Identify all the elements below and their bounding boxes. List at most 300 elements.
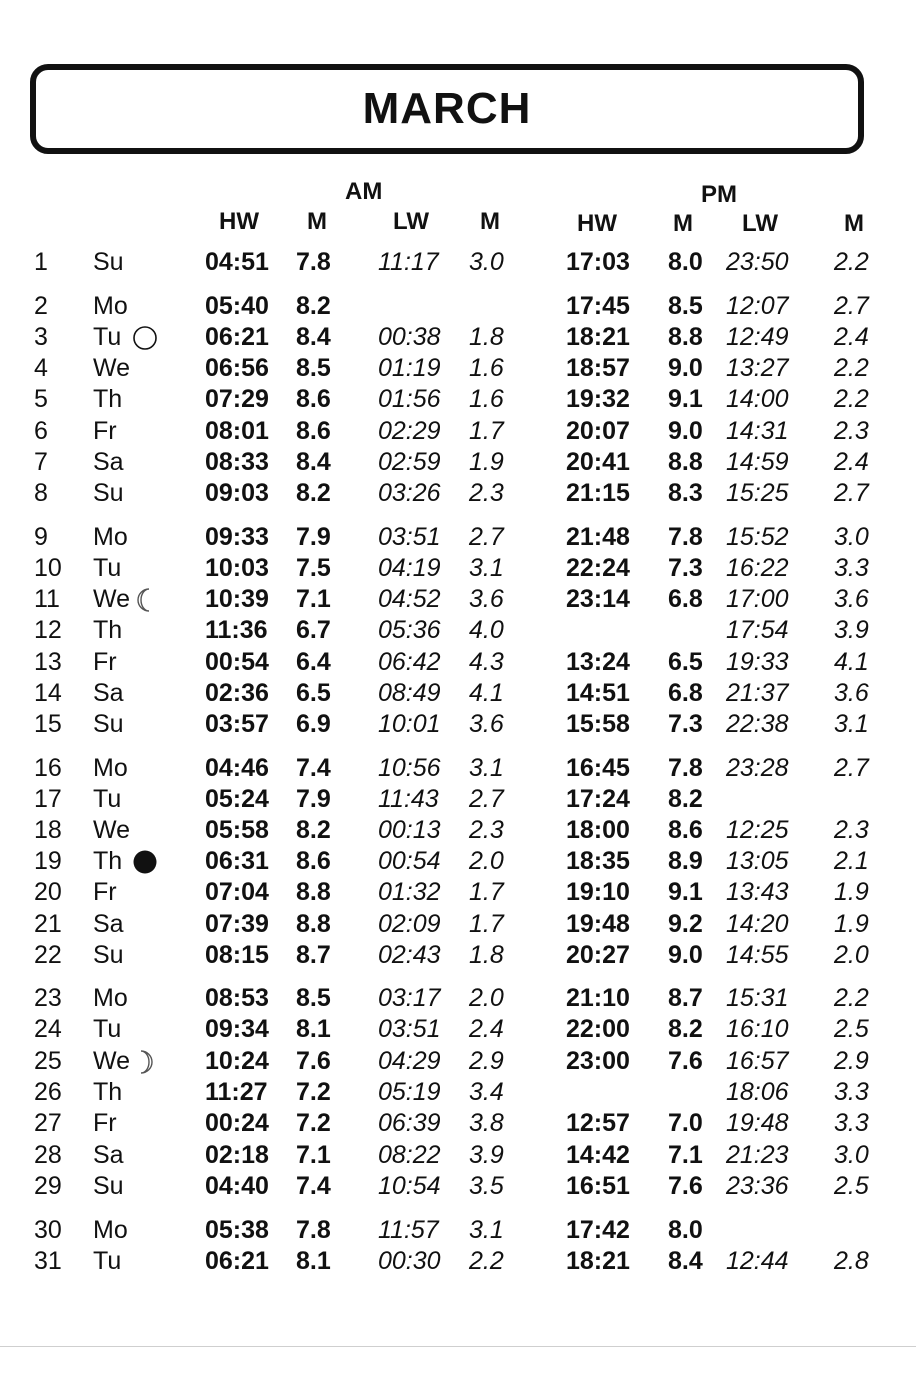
am-high-water-time: 07:39	[205, 910, 269, 938]
am-high-water-time: 05:58	[205, 816, 269, 844]
pm-high-water-time: 17:03	[566, 248, 630, 276]
am-high-water-height: 8.8	[296, 878, 331, 906]
am-high-water-time: 11:36	[205, 616, 268, 644]
day-number: 10	[34, 554, 62, 582]
am-low-water-time: 02:43	[378, 941, 441, 969]
am-low-water-time: 01:19	[378, 354, 441, 382]
am-high-water-height: 8.6	[296, 847, 331, 875]
weekday: Tu	[93, 554, 122, 582]
pm-high-water-time: 19:32	[566, 385, 630, 413]
weekday: Mo	[93, 984, 128, 1012]
pm-low-water-height: 2.8	[834, 1247, 869, 1275]
pm-high-water-time: 20:27	[566, 941, 630, 969]
pm-high-water-time: 20:07	[566, 417, 630, 445]
day-number: 6	[34, 417, 48, 445]
pm-low-water-time: 13:43	[726, 878, 789, 906]
am-low-water-time: 11:57	[378, 1216, 439, 1244]
am-high-water-time: 05:40	[205, 292, 269, 320]
am-low-water-time: 10:54	[378, 1172, 441, 1200]
pm-hm-header: M	[673, 210, 693, 237]
day-number: 13	[34, 648, 62, 676]
pm-high-water-height: 8.9	[668, 847, 703, 875]
pm-low-water-height: 3.0	[834, 523, 869, 551]
am-high-water-time: 00:54	[205, 648, 269, 676]
am-low-water-time: 06:42	[378, 648, 441, 676]
am-low-water-height: 2.7	[469, 785, 504, 813]
pm-low-water-time: 14:00	[726, 385, 789, 413]
pm-high-water-time: 14:42	[566, 1141, 630, 1169]
pm-low-water-time: 12:25	[726, 816, 789, 844]
pm-high-water-time: 18:21	[566, 323, 630, 351]
bottom-divider	[0, 1346, 916, 1347]
day-number: 16	[34, 754, 62, 782]
am-low-water-time: 11:43	[378, 785, 439, 813]
am-low-water-time: 05:36	[378, 616, 441, 644]
pm-high-water-height: 8.3	[668, 479, 703, 507]
pm-low-water-height: 2.9	[834, 1047, 869, 1075]
day-number: 29	[34, 1172, 62, 1200]
am-low-water-time: 02:59	[378, 448, 441, 476]
pm-high-water-height: 9.1	[668, 385, 703, 413]
pm-low-water-height: 3.0	[834, 1141, 869, 1169]
pm-high-water-height: 7.8	[668, 523, 703, 551]
day-number: 26	[34, 1078, 62, 1106]
am-high-water-time: 10:03	[205, 554, 269, 582]
pm-high-water-height: 7.8	[668, 754, 703, 782]
pm-high-water-height: 8.0	[668, 1216, 703, 1244]
pm-low-water-time: 17:54	[726, 616, 789, 644]
day-number: 8	[34, 479, 48, 507]
pm-high-water-time: 21:48	[566, 523, 630, 551]
day-number: 15	[34, 710, 62, 738]
weekday: Su	[93, 941, 124, 969]
am-high-water-height: 7.1	[296, 1141, 331, 1169]
pm-low-water-time: 16:10	[726, 1015, 789, 1043]
day-number: 20	[34, 878, 62, 906]
am-hw-header: HW	[219, 208, 259, 235]
last-quarter-moon-icon	[132, 587, 158, 613]
am-high-water-time: 06:21	[205, 1247, 269, 1275]
am-low-water-time: 03:51	[378, 523, 441, 551]
am-low-water-height: 3.9	[469, 1141, 504, 1169]
pm-low-water-height: 1.9	[834, 878, 869, 906]
am-high-water-time: 09:34	[205, 1015, 269, 1043]
weekday: Su	[93, 479, 124, 507]
am-low-water-height: 2.0	[469, 847, 504, 875]
am-low-water-time: 08:22	[378, 1141, 441, 1169]
pm-high-water-height: 6.8	[668, 585, 703, 613]
am-high-water-height: 7.4	[296, 754, 331, 782]
weekday: Fr	[93, 1109, 117, 1137]
pm-low-water-time: 14:31	[726, 417, 789, 445]
pm-low-water-time: 15:25	[726, 479, 789, 507]
pm-high-water-height: 9.0	[668, 354, 703, 382]
am-low-water-time: 00:54	[378, 847, 441, 875]
am-low-water-height: 1.9	[469, 448, 504, 476]
pm-high-water-time: 18:21	[566, 1247, 630, 1275]
day-number: 11	[34, 585, 60, 613]
day-number: 4	[34, 354, 48, 382]
am-high-water-height: 8.2	[296, 292, 331, 320]
am-high-water-height: 7.8	[296, 248, 331, 276]
weekday: Fr	[93, 417, 117, 445]
am-high-water-height: 8.2	[296, 479, 331, 507]
day-number: 12	[34, 616, 62, 644]
am-high-water-height: 6.4	[296, 648, 331, 676]
weekday: We	[93, 1047, 131, 1075]
pm-low-water-height: 2.1	[834, 847, 869, 875]
am-low-water-height: 3.0	[469, 248, 504, 276]
pm-low-water-time: 14:59	[726, 448, 789, 476]
am-high-water-height: 8.6	[296, 385, 331, 413]
pm-high-water-height: 8.0	[668, 248, 703, 276]
day-number: 27	[34, 1109, 62, 1137]
pm-low-water-height: 3.3	[834, 554, 869, 582]
pm-low-water-height: 3.6	[834, 585, 869, 613]
am-low-water-height: 3.4	[469, 1078, 504, 1106]
pm-high-water-height: 8.5	[668, 292, 703, 320]
am-low-water-height: 3.1	[469, 754, 504, 782]
pm-low-water-time: 18:06	[726, 1078, 789, 1106]
am-high-water-height: 8.4	[296, 323, 331, 351]
pm-high-water-time: 13:24	[566, 648, 630, 676]
am-low-water-time: 04:19	[378, 554, 441, 582]
am-low-water-height: 2.9	[469, 1047, 504, 1075]
am-low-water-time: 00:38	[378, 323, 441, 351]
am-low-water-height: 3.1	[469, 1216, 504, 1244]
am-high-water-height: 7.2	[296, 1109, 331, 1137]
pm-low-water-height: 3.6	[834, 679, 869, 707]
pm-high-water-height: 7.6	[668, 1172, 703, 1200]
weekday: Tu	[93, 323, 122, 351]
am-high-water-time: 02:18	[205, 1141, 269, 1169]
am-low-water-height: 1.6	[469, 385, 504, 413]
am-high-water-height: 8.5	[296, 354, 331, 382]
pm-low-water-height: 2.3	[834, 816, 869, 844]
pm-lw-header: LW	[742, 210, 778, 237]
am-high-water-height: 8.6	[296, 417, 331, 445]
pm-low-water-time: 17:00	[726, 585, 789, 613]
pm-low-water-height: 4.1	[834, 648, 869, 676]
pm-high-water-height: 9.1	[668, 878, 703, 906]
pm-high-water-height: 8.6	[668, 816, 703, 844]
weekday: Mo	[93, 292, 128, 320]
pm-low-water-time: 15:31	[726, 984, 789, 1012]
pm-high-water-height: 8.8	[668, 323, 703, 351]
pm-high-water-time: 21:10	[566, 984, 630, 1012]
pm-low-water-time: 13:05	[726, 847, 789, 875]
am-low-water-height: 3.1	[469, 554, 504, 582]
am-high-water-time: 09:33	[205, 523, 269, 551]
am-low-water-height: 2.7	[469, 523, 504, 551]
weekday: We	[93, 354, 131, 382]
am-low-water-height: 1.7	[469, 417, 504, 445]
day-number: 18	[34, 816, 62, 844]
pm-high-water-height: 9.0	[668, 417, 703, 445]
pm-high-water-time: 18:00	[566, 816, 630, 844]
am-high-water-time: 04:46	[205, 754, 269, 782]
am-low-water-height: 3.6	[469, 710, 504, 738]
day-number: 22	[34, 941, 62, 969]
am-high-water-height: 6.7	[296, 616, 331, 644]
pm-high-water-height: 8.7	[668, 984, 703, 1012]
weekday: Mo	[93, 523, 128, 551]
am-low-water-time: 08:49	[378, 679, 441, 707]
day-number: 30	[34, 1216, 62, 1244]
am-low-water-height: 3.6	[469, 585, 504, 613]
first-quarter-moon-icon	[132, 1049, 158, 1075]
pm-low-water-time: 22:38	[726, 710, 789, 738]
weekday: Su	[93, 710, 124, 738]
day-number: 25	[34, 1047, 62, 1075]
pm-header: PM	[701, 181, 737, 208]
am-high-water-time: 08:15	[205, 941, 269, 969]
pm-high-water-time: 15:58	[566, 710, 630, 738]
month-title: MARCH	[362, 84, 532, 133]
am-high-water-time: 06:56	[205, 354, 269, 382]
pm-low-water-time: 14:20	[726, 910, 789, 938]
am-low-water-time: 03:26	[378, 479, 441, 507]
pm-low-water-height: 2.4	[834, 448, 869, 476]
day-number: 17	[34, 785, 62, 813]
am-high-water-time: 10:24	[205, 1047, 269, 1075]
day-number: 21	[34, 910, 62, 938]
pm-high-water-time: 17:45	[566, 292, 630, 320]
pm-high-water-height: 8.4	[668, 1247, 703, 1275]
am-low-water-height: 4.3	[469, 648, 504, 676]
pm-low-water-height: 2.5	[834, 1172, 869, 1200]
pm-high-water-time: 12:57	[566, 1109, 630, 1137]
am-lm-header: M	[480, 208, 500, 235]
am-high-water-height: 8.4	[296, 448, 331, 476]
weekday: Sa	[93, 679, 124, 707]
day-number: 2	[34, 292, 48, 320]
pm-low-water-time: 23:50	[726, 248, 789, 276]
am-high-water-time: 04:51	[205, 248, 269, 276]
am-low-water-height: 2.3	[469, 816, 504, 844]
pm-high-water-height: 6.5	[668, 648, 703, 676]
am-high-water-height: 8.5	[296, 984, 331, 1012]
am-low-water-height: 1.8	[469, 323, 504, 351]
pm-high-water-time: 17:24	[566, 785, 630, 813]
am-high-water-time: 08:53	[205, 984, 269, 1012]
pm-low-water-height: 2.5	[834, 1015, 869, 1043]
pm-hw-header: HW	[577, 210, 617, 237]
am-high-water-height: 6.9	[296, 710, 331, 738]
am-low-water-time: 03:51	[378, 1015, 441, 1043]
day-number: 7	[34, 448, 48, 476]
pm-low-water-height: 3.3	[834, 1109, 869, 1137]
pm-high-water-time: 16:45	[566, 754, 630, 782]
pm-high-water-height: 8.2	[668, 785, 703, 813]
weekday: Sa	[93, 910, 124, 938]
am-lw-header: LW	[393, 208, 429, 235]
am-high-water-height: 7.8	[296, 1216, 331, 1244]
pm-high-water-time: 23:14	[566, 585, 630, 613]
pm-low-water-time: 12:49	[726, 323, 789, 351]
am-high-water-time: 02:36	[205, 679, 269, 707]
am-low-water-height: 1.7	[469, 910, 504, 938]
pm-low-water-height: 2.4	[834, 323, 869, 351]
pm-high-water-time: 23:00	[566, 1047, 630, 1075]
am-low-water-height: 1.6	[469, 354, 504, 382]
am-low-water-time: 02:29	[378, 417, 441, 445]
day-number: 19	[34, 847, 62, 875]
am-high-water-height: 7.9	[296, 523, 331, 551]
day-number: 31	[34, 1247, 62, 1275]
am-low-water-time: 10:56	[378, 754, 441, 782]
weekday: Fr	[93, 648, 117, 676]
am-low-water-time: 10:01	[378, 710, 441, 738]
am-high-water-time: 06:21	[205, 323, 269, 351]
am-low-water-time: 00:30	[378, 1247, 441, 1275]
am-high-water-height: 8.1	[296, 1247, 331, 1275]
day-number: 24	[34, 1015, 62, 1043]
day-number: 9	[34, 523, 48, 551]
weekday: Tu	[93, 1247, 122, 1275]
weekday: Sa	[93, 1141, 124, 1169]
pm-high-water-height: 7.6	[668, 1047, 703, 1075]
pm-high-water-height: 8.2	[668, 1015, 703, 1043]
pm-low-water-time: 13:27	[726, 354, 789, 382]
am-high-water-time: 08:33	[205, 448, 269, 476]
am-high-water-height: 8.7	[296, 941, 331, 969]
weekday: Su	[93, 248, 124, 276]
pm-high-water-height: 7.3	[668, 554, 703, 582]
pm-high-water-height: 7.3	[668, 710, 703, 738]
pm-high-water-height: 8.8	[668, 448, 703, 476]
am-high-water-time: 04:40	[205, 1172, 269, 1200]
day-number: 1	[34, 248, 48, 276]
pm-low-water-height: 2.2	[834, 248, 869, 276]
am-low-water-time: 06:39	[378, 1109, 441, 1137]
am-high-water-time: 11:27	[205, 1078, 268, 1106]
am-hm-header: M	[307, 208, 327, 235]
day-number: 14	[34, 679, 62, 707]
am-high-water-height: 8.1	[296, 1015, 331, 1043]
pm-low-water-height: 2.2	[834, 354, 869, 382]
pm-low-water-height: 2.7	[834, 754, 869, 782]
am-high-water-height: 7.4	[296, 1172, 331, 1200]
pm-low-water-time: 23:36	[726, 1172, 789, 1200]
pm-low-water-time: 16:22	[726, 554, 789, 582]
pm-high-water-time: 16:51	[566, 1172, 630, 1200]
pm-low-water-time: 19:48	[726, 1109, 789, 1137]
pm-low-water-time: 14:55	[726, 941, 789, 969]
new-moon-icon	[132, 849, 158, 875]
am-low-water-time: 04:52	[378, 585, 441, 613]
am-high-water-time: 07:29	[205, 385, 269, 413]
pm-low-water-time: 15:52	[726, 523, 789, 551]
weekday: Fr	[93, 878, 117, 906]
am-low-water-height: 2.0	[469, 984, 504, 1012]
pm-low-water-time: 12:07	[726, 292, 789, 320]
am-low-water-time: 01:32	[378, 878, 441, 906]
pm-low-water-height: 2.3	[834, 417, 869, 445]
pm-high-water-time: 19:10	[566, 878, 630, 906]
am-high-water-time: 00:24	[205, 1109, 269, 1137]
pm-low-water-time: 19:33	[726, 648, 789, 676]
pm-high-water-time: 18:57	[566, 354, 630, 382]
pm-high-water-height: 7.0	[668, 1109, 703, 1137]
am-low-water-height: 2.2	[469, 1247, 504, 1275]
pm-high-water-height: 9.0	[668, 941, 703, 969]
am-low-water-time: 03:17	[378, 984, 441, 1012]
am-header: AM	[345, 178, 383, 205]
day-number: 5	[34, 385, 48, 413]
pm-low-water-time: 23:28	[726, 754, 789, 782]
am-high-water-time: 10:39	[205, 585, 269, 613]
pm-high-water-time: 19:48	[566, 910, 630, 938]
pm-low-water-height: 3.3	[834, 1078, 869, 1106]
am-high-water-height: 7.5	[296, 554, 331, 582]
pm-low-water-time: 16:57	[726, 1047, 789, 1075]
am-high-water-time: 07:04	[205, 878, 269, 906]
am-low-water-height: 2.3	[469, 479, 504, 507]
am-low-water-time: 05:19	[378, 1078, 441, 1106]
pm-low-water-height: 2.7	[834, 292, 869, 320]
am-low-water-height: 3.5	[469, 1172, 504, 1200]
am-low-water-time: 11:17	[378, 248, 439, 276]
weekday: Mo	[93, 1216, 128, 1244]
am-low-water-time: 04:29	[378, 1047, 441, 1075]
pm-high-water-time: 18:35	[566, 847, 630, 875]
am-high-water-time: 03:57	[205, 710, 269, 738]
am-low-water-height: 1.8	[469, 941, 504, 969]
am-high-water-height: 7.9	[296, 785, 331, 813]
am-low-water-time: 00:13	[378, 816, 441, 844]
weekday: Th	[93, 616, 123, 644]
pm-high-water-time: 21:15	[566, 479, 630, 507]
day-number: 3	[34, 323, 48, 351]
title-box	[30, 64, 864, 154]
am-low-water-time: 01:56	[378, 385, 441, 413]
pm-low-water-height: 2.7	[834, 479, 869, 507]
weekday: Mo	[93, 754, 128, 782]
pm-high-water-height: 7.1	[668, 1141, 703, 1169]
weekday: We	[93, 816, 131, 844]
pm-low-water-height: 1.9	[834, 910, 869, 938]
pm-high-water-time: 20:41	[566, 448, 630, 476]
full-moon-icon	[132, 325, 158, 351]
pm-low-water-height: 3.1	[834, 710, 869, 738]
pm-low-water-height: 2.2	[834, 984, 869, 1012]
pm-low-water-height: 3.9	[834, 616, 869, 644]
pm-high-water-time: 14:51	[566, 679, 630, 707]
am-high-water-time: 05:24	[205, 785, 269, 813]
am-high-water-height: 6.5	[296, 679, 331, 707]
am-low-water-height: 4.0	[469, 616, 504, 644]
am-low-water-height: 2.4	[469, 1015, 504, 1043]
am-low-water-height: 1.7	[469, 878, 504, 906]
am-high-water-time: 09:03	[205, 479, 269, 507]
weekday: Tu	[93, 1015, 122, 1043]
weekday: We	[93, 585, 131, 613]
pm-high-water-height: 6.8	[668, 679, 703, 707]
pm-high-water-time: 17:42	[566, 1216, 630, 1244]
am-low-water-height: 4.1	[469, 679, 504, 707]
am-high-water-height: 8.8	[296, 910, 331, 938]
pm-low-water-height: 2.2	[834, 385, 869, 413]
weekday: Tu	[93, 785, 122, 813]
am-high-water-time: 05:38	[205, 1216, 269, 1244]
weekday: Th	[93, 1078, 123, 1106]
am-low-water-height: 3.8	[469, 1109, 504, 1137]
pm-low-water-time: 12:44	[726, 1247, 789, 1275]
pm-low-water-height: 2.0	[834, 941, 869, 969]
am-low-water-time: 02:09	[378, 910, 441, 938]
pm-high-water-height: 9.2	[668, 910, 703, 938]
